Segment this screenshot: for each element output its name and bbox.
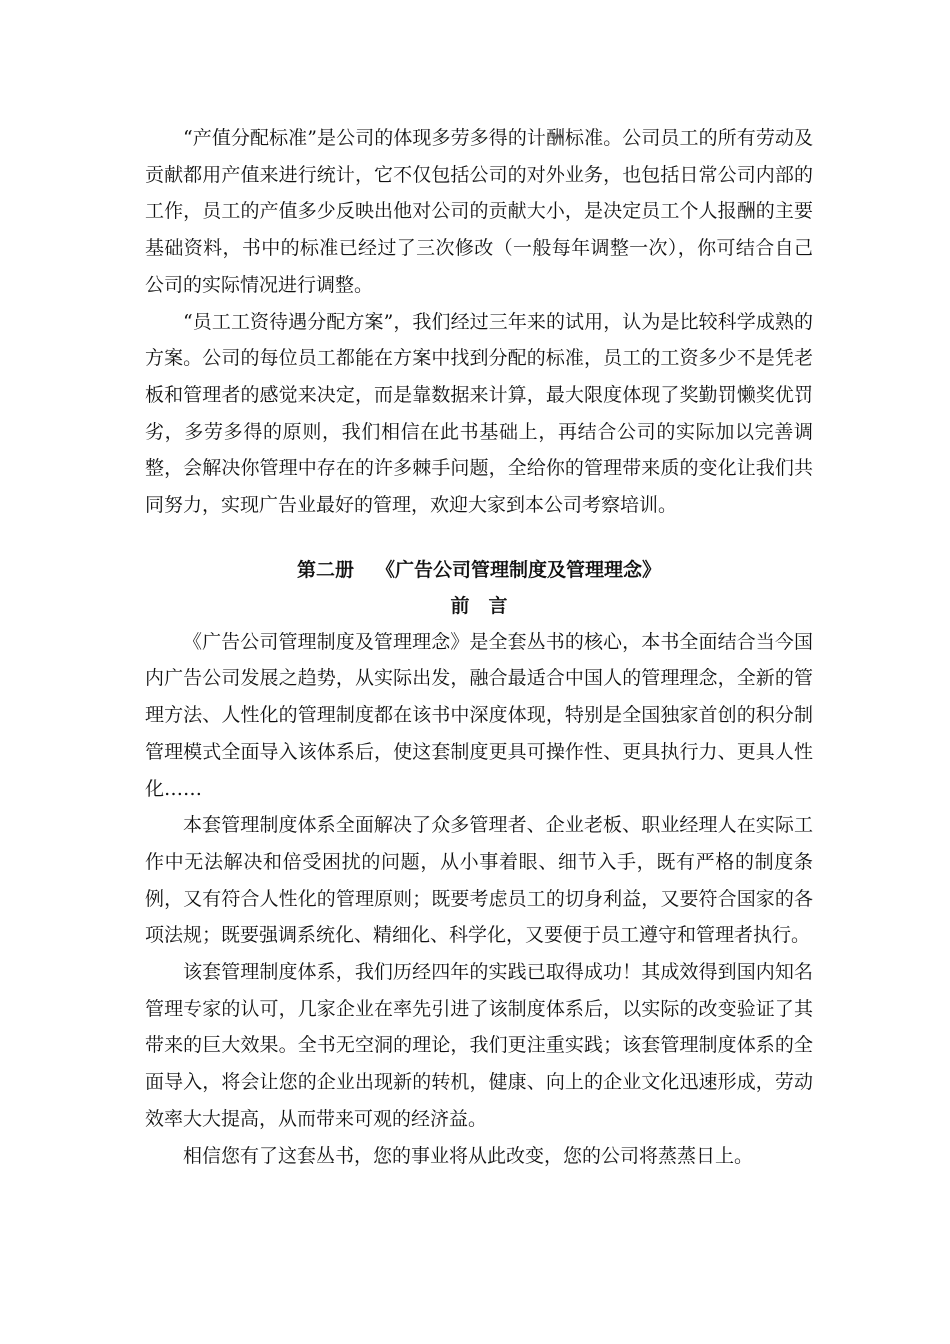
- paragraph-book-core: 《广告公司管理制度及管理理念》是全套丛书的核心，本书全面结合当今国内广告公司发展之趋势，从实际出发，融合最适合中国人的管理理念，全新的管理方法、人性化的管理制度都在该书中深度体现，特别是全国独家首创的积分制管理模式全面导入该体系后，使这套制度更具可操作性、更具执行力、更具人性化……: [145, 630, 813, 800]
- paragraph-salary-distribution-plan: “员工工资待遇分配方案”，我们经过三年来的试用，认为是比较科学成熟的方案。公司的每位员工都能在方案中找到分配的标准，员工的工资多少不是凭老板和管理者的感觉来决定，而是靠数据来计算，最大限度体现了奖勤罚懒奖优罚劣，多劳多得的原则，我们相信在此书基础上，再结合公司的实际加以完善调整，会解决你管理中存在的许多棘手问题，全给你的管理带来质的变化让我们共同努力，实现广告业最好的管理，欢迎大家到本公司考察培训。: [145, 310, 813, 517]
- document-body: [145, 120, 813, 1174]
- volume-label: 第二册: [296, 558, 354, 581]
- volume-heading: [145, 552, 813, 588]
- paragraph-system-solves-problems: 本套管理制度体系全面解决了众多管理者、企业老板、职业经理人在实际工作中无法解决和倍受困扰的问题，从小事着眼、细节入手，既有严格的制度条例，又有符合人性化的管理原则；既要考虑员工的切身利益，又要符合国家的各项法规；既要强调系统化、精细化、科学化，又要便于员工遵守和管理者执行。: [145, 814, 813, 947]
- volume-title: 《广告公司管理制度及管理理念》: [376, 558, 662, 581]
- paragraph-output-value-standard: “产值分配标准”是公司的体现多劳多得的计酬标准。公司员工的所有劳动及贡献都用产值来进行统计，它不仅包括公司的对外业务，也包括日常公司内部的工作，员工的产值多少反映出他对公司的贡献大小，是决定员工个人报酬的主要基础资料，书中的标准已经过了三次修改（一般每年调整一次），你可结合自己公司的实际情况进行调整。: [145, 127, 813, 296]
- preface-char-1: 前: [450, 594, 470, 617]
- preface-heading: [145, 588, 813, 624]
- preface-char-2: 言: [488, 594, 508, 617]
- paragraph-closing: 相信您有了这套丛书，您的事业将从此改变，您的公司将蒸蒸日上。: [183, 1144, 754, 1167]
- paragraph-four-years-practice: 该套管理制度体系，我们历经四年的实践已取得成功！其成效得到国内知名管理专家的认可，几家企业在率先引进了该制度体系后，以实际的改变验证了其带来的巨大效果。全书无空洞的理论，我们更注重实践；该套管理制度体系的全面导入，将会让您的企业出现新的转机，健康、向上的企业文化迅速形成，劳动效率大大提高，从而带来可观的经济益。: [145, 961, 813, 1130]
